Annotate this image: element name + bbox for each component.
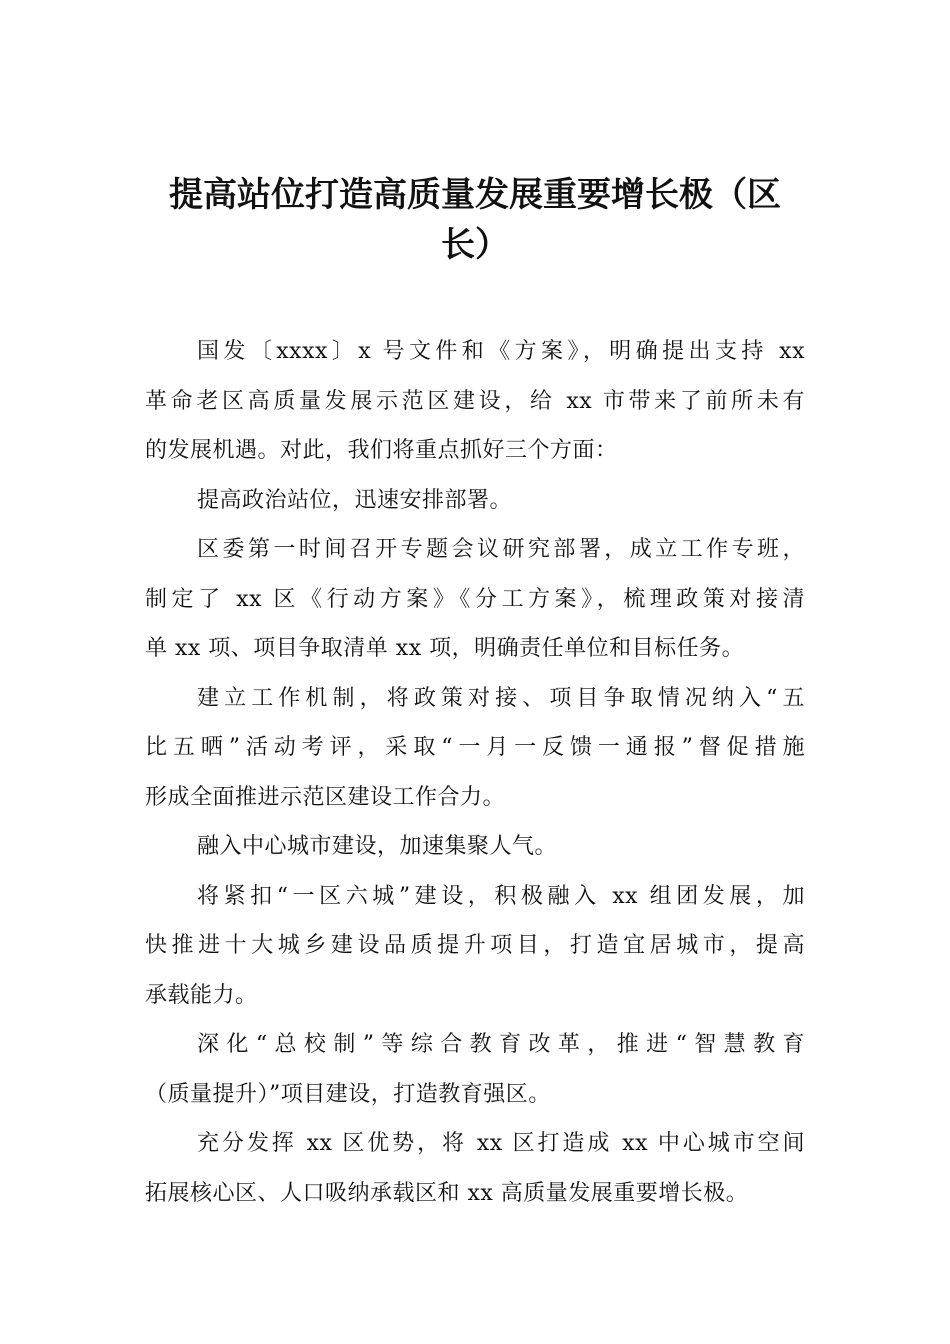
paragraph-line: 提高政治站位，迅速安排部署。 (197, 487, 513, 513)
paragraph-4 (145, 674, 805, 823)
paragraph-line: 革命老区高质量发展示范区建设，给 xx 市带来了前所未有 (145, 388, 805, 414)
paragraph-1 (145, 327, 805, 476)
paragraph-line: 建立工作机制，将政策对接、项目争取情况纳入“五 (197, 685, 805, 711)
paragraph-line: 国发〔xxxx〕x 号文件和《方案》，明确提出支持 xx (197, 339, 805, 364)
paragraph-line: 快推进十大城乡建设品质提升项目，打造宜居城市，提高 (145, 933, 805, 958)
paragraph-8 (145, 1119, 805, 1218)
title-line-1: 提高站位打造高质量发展重要增长极（区 (169, 175, 781, 215)
paragraph-line: 的发展机遇。对此，我们将重点抓好三个方面： (145, 438, 618, 463)
document-title (145, 170, 805, 270)
paragraph-line: 融入中心城市建设，加速集聚人气。 (197, 834, 558, 859)
paragraph-line: （质量提升）”项目建设，打造教育强区。 (145, 1081, 551, 1107)
paragraph-6 (145, 872, 805, 1021)
paragraph-line: 深化“总校制”等综合教育改革，推进“智慧教育 (197, 1032, 805, 1057)
paragraph-line: 将紧扣“一区六城”建设，积极融入 xx 组团发展，加 (197, 883, 805, 909)
paragraph-line: 承载能力。 (145, 982, 258, 1008)
paragraph-line: 制定了 xx 区《行动方案》《分工方案》，梳理政策对接清 (145, 586, 805, 612)
paragraph-line: 充分发挥 xx 区优势，将 xx 区打造成 xx 中心城市空间 (197, 1131, 805, 1156)
paragraph-2-heading (145, 476, 805, 526)
paragraph-line: 拓展核心区、人口吸纳承载区和 xx 高质量发展重要增长极。 (145, 1180, 749, 1206)
paragraph-3 (145, 525, 805, 674)
paragraph-line: 形成全面推进示范区建设工作合力。 (145, 784, 506, 810)
paragraph-7 (145, 1020, 805, 1119)
paragraph-line: 单 xx 项、项目争取清单 xx 项，明确责任单位和目标任务。 (145, 636, 745, 661)
paragraph-line: 比五晒”活动考评，采取“一月一反馈一通报”督促措施 (145, 735, 805, 760)
title-line-2: 长） (441, 225, 509, 265)
paragraph-line: 区委第一时间召开专题会议研究部署，成立工作专班， (197, 537, 805, 562)
paragraph-5-heading (145, 822, 805, 872)
document-body (145, 327, 805, 1218)
